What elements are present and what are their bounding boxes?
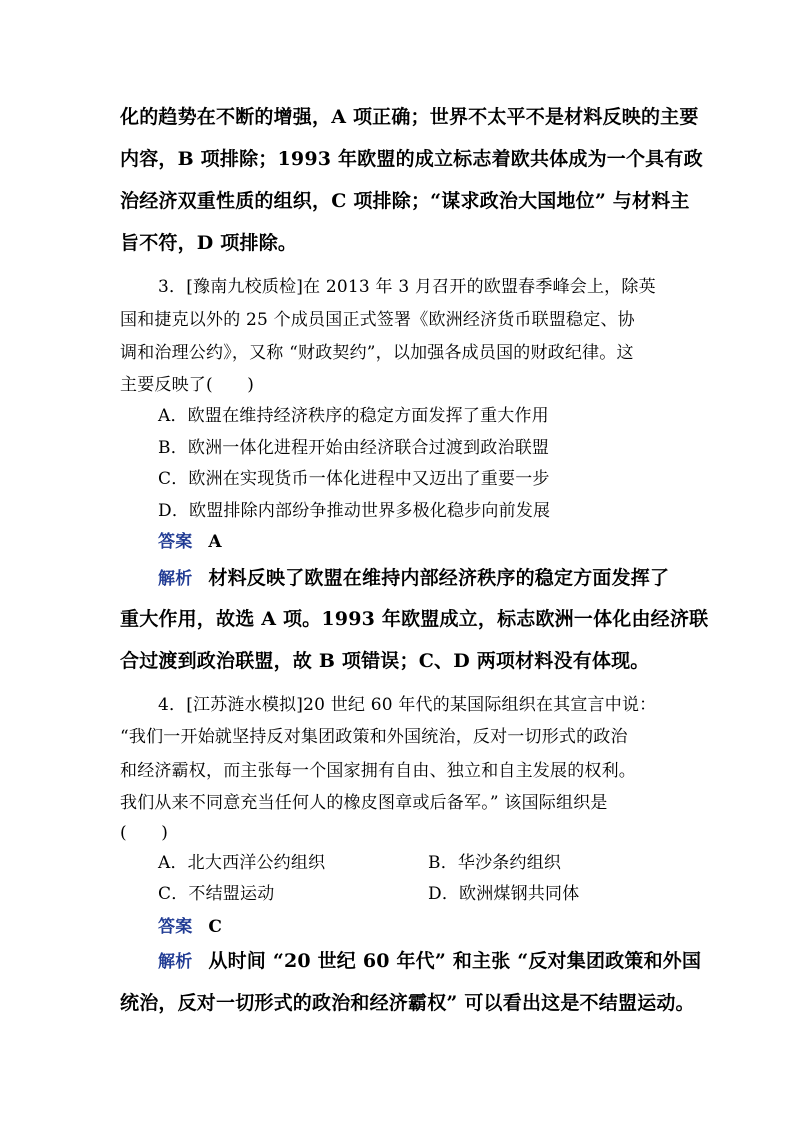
q3-analysis-text-1: 材料反映了欧盟在维持内部经济秩序的稳定方面发挥了	[208, 567, 670, 589]
prev-analysis-line-2: 内容，B 项排除；1993 年欧盟的成立标志着欧共体成为一个具有政	[120, 148, 703, 170]
q3-option-c: C．欧洲在实现货币一体化进程中又迈出了重要一步	[158, 469, 550, 489]
q3-option-a: A．欧盟在维持经济秩序的稳定方面发挥了重大作用	[158, 406, 549, 426]
q4-option-b: B．华沙条约组织	[428, 853, 562, 873]
q4-analysis-label: 解析	[158, 952, 193, 972]
q4-answer-label: 答案	[158, 917, 193, 937]
q3-analysis-line-2: 重大作用，故选 A 项。1993 年欧盟成立，标志欧洲一体化由经济联	[120, 608, 709, 630]
q3-stem-line-2: 国和捷克以外的 25 个成员国正式签署《欧洲经济货币联盟稳定、协	[120, 310, 635, 330]
q4-analysis-line-1	[158, 946, 718, 973]
q4-answer-row	[158, 912, 718, 937]
q3-stem-line-1: 3．[豫南九校质检]在 2013 年 3 月召开的欧盟春季峰会上，除英	[158, 277, 656, 297]
q3-analysis-label: 解析	[158, 569, 193, 589]
q3-answer-value: A	[208, 532, 222, 552]
q4-stem-line-3: 和经济霸权，而主张每一个国家拥有自由、独立和自主发展的权利。	[120, 761, 636, 781]
q3-answer-row	[158, 527, 718, 552]
prev-analysis-line-4: 旨不符，D 项排除。	[120, 232, 298, 254]
q4-stem-line-4: 我们从来不同意充当任何人的橡皮图章或后备军。” 该国际组织是	[120, 793, 608, 813]
prev-analysis-line-3: 治经济双重性质的组织，C 项排除；“谋求政治大国地位” 与材料主	[120, 190, 690, 212]
q4-analysis-text-1: 从时间 “20 世纪 60 年代” 和主张 “反对集团政策和外国	[208, 950, 702, 972]
q4-option-d: D．欧洲煤钢共同体	[428, 884, 580, 904]
q4-stem-line-1: 4．[江苏涟水模拟]20 世纪 60 年代的某国际组织在其宣言中说：	[158, 695, 657, 715]
q4-analysis-line-2: 统治，反对一切形式的政治和经济霸权” 可以看出这是不结盟运动。	[120, 992, 695, 1014]
q3-option-d: D．欧盟排除内部纷争推动世界多极化稳步向前发展	[158, 501, 551, 521]
q3-analysis-line-1	[158, 563, 718, 590]
q3-answer-label: 答案	[158, 532, 193, 552]
q4-stem-line-5: ( )	[120, 823, 169, 843]
prev-analysis-line-1: 化的趋势在不断的增强，A 项正确；世界不太平不是材料反映的主要	[120, 106, 699, 128]
q3-stem-line-4: 主要反映了( )	[120, 375, 255, 395]
q3-stem-line-3: 调和治理公约》，又称 “财政契约”，以加强各成员国的财政纪律。这	[120, 343, 634, 363]
q4-option-a: A．北大西洋公约组织	[158, 853, 326, 873]
q4-options-row-2	[158, 879, 718, 904]
q4-stem-line-2: “我们一开始就坚持反对集团政策和外国统治，反对一切形式的政治	[120, 727, 628, 747]
q3-analysis-line-3: 合过渡到政治联盟，故 B 项错误；C、D 两项材料没有体现。	[120, 650, 650, 672]
q3-option-b: B．欧洲一体化进程开始由经济联合过渡到政治联盟	[158, 438, 550, 458]
q4-options-row-1	[158, 848, 718, 873]
q4-answer-value: C	[208, 917, 223, 937]
q4-option-c: C．不结盟运动	[158, 884, 275, 904]
